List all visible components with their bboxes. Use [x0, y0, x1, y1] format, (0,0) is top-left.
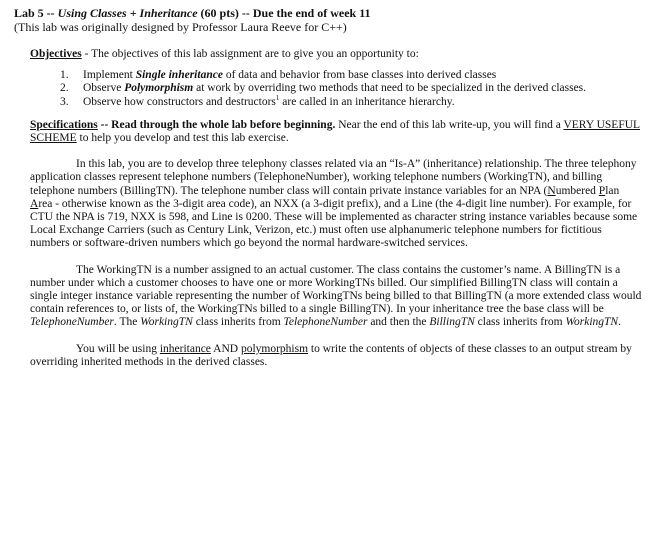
title-italic: Using Classes + Inheritance	[57, 6, 198, 20]
paragraph-text: AND	[210, 342, 241, 355]
class-name: TelephoneNumber	[283, 316, 368, 329]
title-points: (60 pts) --	[197, 6, 253, 20]
paragraph-text: You will be using	[76, 342, 160, 355]
list-item	[14, 69, 642, 82]
lab-subtitle: (This lab was originally designed by Professor Laura Reeve for C++)	[14, 20, 347, 34]
item-emphasis: Polymorphism	[124, 82, 194, 95]
list-item	[14, 93, 642, 109]
useful-scheme-link[interactable]: VERY USEFUL SCHEME	[30, 118, 641, 145]
objectives-heading: Objectives	[30, 48, 82, 60]
paragraph-text: rea - otherwise known as the 3-digit area code), an NXX (a 3-digit prefix), and a Line (the 4-digit line number). For example, for CTU the NPA is 719, NXX is 598, and Line is 0200. These will be implemented as character string instance variables because some Local Exchange Carriers (such as Century Link, Verizon, etc.) must often use alphanumeric telephone numbers for fictitious numbers or software-driven numbers which go beyond the normal hardware-switched services.	[30, 197, 638, 250]
title-due: Due the end of week 11	[252, 6, 371, 20]
paragraph-text: to write the contents of objects of these classes to an output stream by overriding inherited methods in the derived classes.	[30, 342, 632, 368]
item-text: Observe	[83, 82, 125, 95]
item-text: Observe how constructors and destructors	[83, 95, 276, 108]
paragraph-text: and then the	[367, 316, 430, 329]
objectives-section	[14, 48, 642, 61]
specifications-heading: Specifications	[30, 118, 98, 131]
list-item	[14, 82, 642, 95]
paragraph-intro	[14, 158, 642, 250]
item-text: Implement	[83, 69, 136, 82]
class-name: WorkingTN	[140, 316, 193, 329]
paragraph-text: . The	[113, 316, 141, 329]
class-name: TelephoneNumber	[30, 316, 114, 329]
inheritance-term: inheritance	[159, 342, 211, 355]
document-page	[14, 6, 642, 369]
item-text: are called in an inheritance hierarchy.	[279, 95, 455, 108]
npa-letter: N	[547, 184, 556, 197]
npa-letter: A	[30, 197, 39, 210]
paragraph-text: class inherits from	[192, 316, 284, 329]
specifications-section	[14, 119, 642, 145]
paragraph-text: The WorkingTN is a number assigned to an actual customer. The class contains the customer’s name. A BillingTN is a number under which a customer chooses to have one or more WorkingTNs billed. Our simplified BillingTN class will contain a single integer instance variable representing the number of WorkingTNs being billed to that BillingTN (a more extended class would contain references to, or lists of, the WorkingTNs billed to a single BillingTN). In your inheritance tree the base class will be	[30, 263, 642, 316]
item-text: at work by overriding two methods that need to be specialized in the derived classes.	[193, 82, 587, 95]
objectives-intro: - The objectives of this lab assignment are to give you an opportunity to:	[81, 48, 419, 60]
list-number: 2.	[60, 82, 69, 95]
item-text: of data and behavior from base classes into derived classes	[222, 69, 497, 82]
item-emphasis: Single inheritance	[135, 69, 223, 82]
list-number: 1.	[60, 69, 69, 82]
specifications-text: to help you develop and test this lab exercise.	[76, 132, 289, 145]
paragraph-polymorphism	[14, 343, 642, 369]
paragraph-classes	[14, 264, 642, 330]
specifications-text: Near the end of this lab write-up, you will find a	[335, 118, 564, 131]
objectives-list	[14, 69, 642, 109]
list-number: 3.	[60, 95, 69, 108]
class-name: WorkingTN	[565, 316, 619, 329]
npa-letter: P	[598, 184, 606, 197]
specifications-bold: Read through the whole lab before beginning.	[111, 118, 336, 131]
polymorphism-term: polymorphism	[240, 342, 309, 355]
lab-title	[14, 6, 642, 20]
paragraph-text: umbered	[555, 184, 599, 197]
title-prefix: Lab 5 --	[14, 6, 58, 20]
footnote-marker[interactable]: 1	[275, 93, 280, 102]
paragraph-text: .	[618, 316, 621, 329]
paragraph-text: In this lab, you are to develop three telephony classes related via an “Is-A” (inheritance) relationship. The three telephony application classes represent telephone numbers (TelephoneNumber), working telephone numbers (WorkingTN), and billing telephone numbers (BillingTN). The telephone number class will contain private instance variables for an NPA (	[30, 158, 637, 197]
class-name: BillingTN	[429, 316, 475, 329]
paragraph-text: class inherits from	[474, 316, 566, 329]
paragraph-text: lan	[605, 184, 620, 197]
specifications-dashes: --	[97, 118, 112, 131]
